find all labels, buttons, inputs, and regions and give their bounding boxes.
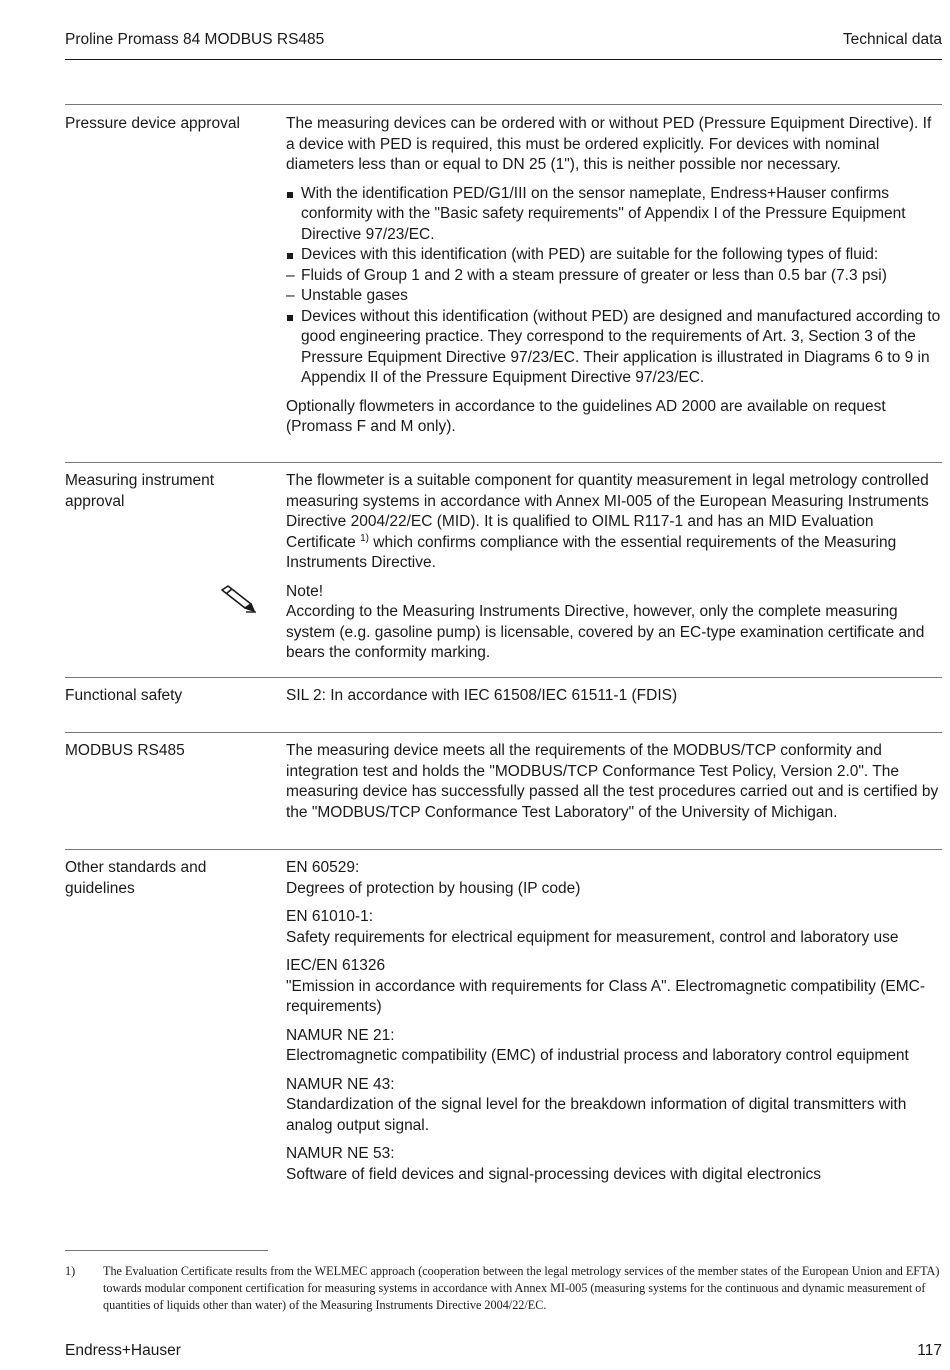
pressure-bullet-3: Devices without this identification (without PED) are designed and manufactured according to good engineering practice. They correspond to the requirements of Art. 3, Section 3 of the Pressure Equipment Directive 97/23/EC. Their application is illustrated in Diagrams 6 to 9 in Appendix II of the Pressure Equipment Directive 97/23/EC. [301,307,941,386]
header-section: Technical data [842,31,942,48]
pressure-dash-2: Unstable gases [301,287,408,304]
standard-item [286,1026,942,1067]
standard-desc: Electromagnetic compatibility (EMC) of industrial process and laboratory control equipment [286,1047,909,1064]
measuring-text-part2: which confirms compliance with the essential requirements of the Measuring Instruments Directive. [286,533,897,571]
standard-desc: Standardization of the signal level for the breakdown information of digital transmitters with analog output signal. [286,1096,907,1134]
section-body-functional [286,686,942,715]
pencil-note-icon [218,584,258,614]
standard-name: EN 61010-1: [286,908,374,925]
page-header [65,31,942,53]
standard-item [286,858,942,899]
list-item [286,307,942,389]
section-label-modbus: MODBUS RS485 [65,742,185,759]
header-title: Proline Promass 84 MODBUS RS485 [65,31,325,48]
standard-name: EN 60529: [286,859,360,876]
dash-icon: – [286,266,295,284]
section-label-standards: Other standards and guidelines [65,859,207,897]
bullet-icon [287,192,293,198]
standard-name: NAMUR NE 43: [286,1075,395,1093]
header-rule [65,59,942,60]
footer-brand: Endress+Hauser [65,1342,181,1359]
note-text: According to the Measuring Instruments Directive, however, only the complete measuring system (e.g. gasoline pump) is licensable, covered by an EC-type examination certificate and bears the conformity marking. [286,603,925,661]
standard-name: NAMUR NE 21: [286,1026,395,1044]
measuring-text [286,471,942,574]
section-body-standards [286,858,942,1193]
measuring-text-part1: The flowmeter is a suitable component for quantity measurement in legal metrology controlled measuring systems in accordance with Annex MI-005 of the European Measuring Instruments Directive 2004/22/EC (MID). It is qualified to OIML R117-1 and has an MID Evaluation Certificate [286,472,929,551]
section-body-modbus [286,741,942,831]
standard-item [286,907,942,948]
page-number: 117 [917,1342,942,1359]
dash-icon: – [286,287,295,304]
section-label-functional: Functional safety [65,687,183,704]
pressure-bullet-1: With the identification PED/G1/III on the sensor nameplate, Endress+Hauser confirms conformity with the "Basic safety requirements" of Appendix I of the Pressure Equipment Directive 97/23/EC. [301,184,906,243]
standard-item [286,1144,942,1185]
footnote-text: The Evaluation Certificate results from the WELMEC approach (cooperation between the legal metrology services of the member states of the European Union and EFTA) towards modular component certification for measuring systems in accordance with Annex MI-005 (measuring systems for the continuous and dynamic measurement of quantities of liquids other than water) of the Measuring Instruments Directive 2004/22/EC. [103,1264,940,1312]
standard-item [286,956,942,1018]
list-item [286,184,942,246]
list-item [286,245,942,307]
bullet-icon [287,253,293,259]
standard-desc: Degrees of protection by housing (IP code) [286,879,581,897]
standard-name: NAMUR NE 53: [286,1145,395,1162]
pressure-intro: The measuring devices can be ordered with or without PED (Pressure Equipment Directive). If a device with PED is required, this must be ordered explicitly. For devices with nominal diameters less than or equal to DN 25 (1"), this is neither possible nor necessary. [286,115,932,173]
footnote-number: 1) [65,1264,76,1278]
standard-item [286,1075,942,1137]
pressure-bullet-2: Devices with this identification (with PED) are suitable for the following types of fluid: [301,246,879,263]
functional-text: SIL 2: In accordance with IEC 61508/IEC 61511-1 (FDIS) [286,687,678,704]
section-divider [65,732,942,733]
section-body-measuring [286,471,942,664]
pressure-dash-1: Fluids of Group 1 and 2 with a steam pressure of greater or less than 0.5 bar (7.3 psi) [301,266,887,284]
sub-list-item [286,266,942,287]
section-divider [65,104,942,105]
standard-desc: "Emission in accordance with requirements for Class A". Electromagnetic compatibility (EMC-requirements) [286,977,925,1015]
section-divider [65,849,942,850]
sub-list-item [286,286,942,307]
section-divider [65,677,942,678]
section-divider [65,462,942,463]
standard-name: IEC/EN 61326 [286,957,386,974]
bullet-icon [287,315,293,321]
footnote-rule [65,1250,268,1251]
page-footer [65,1342,942,1364]
standard-desc: Safety requirements for electrical equipment for measurement, control and laboratory use [286,928,899,946]
footnote-ref: 1) [360,532,369,544]
footnote [65,1263,942,1314]
pressure-outro: Optionally flowmeters in accordance to the guidelines AD 2000 are available on request (Promass F and M only). [286,397,886,435]
note-title: Note! [286,582,324,600]
standard-desc: Software of field devices and signal-processing devices with digital electronics [286,1165,822,1183]
section-label-pressure: Pressure device approval [65,115,240,132]
modbus-text: The measuring device meets all the requirements of the MODBUS/TCP conformity and integration test and holds the "MODBUS/TCP Conformance Test Policy, Version 2.0". The measuring device has successfully passed all the test procedures carried out and is certified by the "MODBUS/TCP Conformance Test Laboratory" of the University of Michigan. [286,742,939,821]
section-label-measuring: Measuring instrument approval [65,472,215,510]
section-body-pressure [286,114,942,446]
